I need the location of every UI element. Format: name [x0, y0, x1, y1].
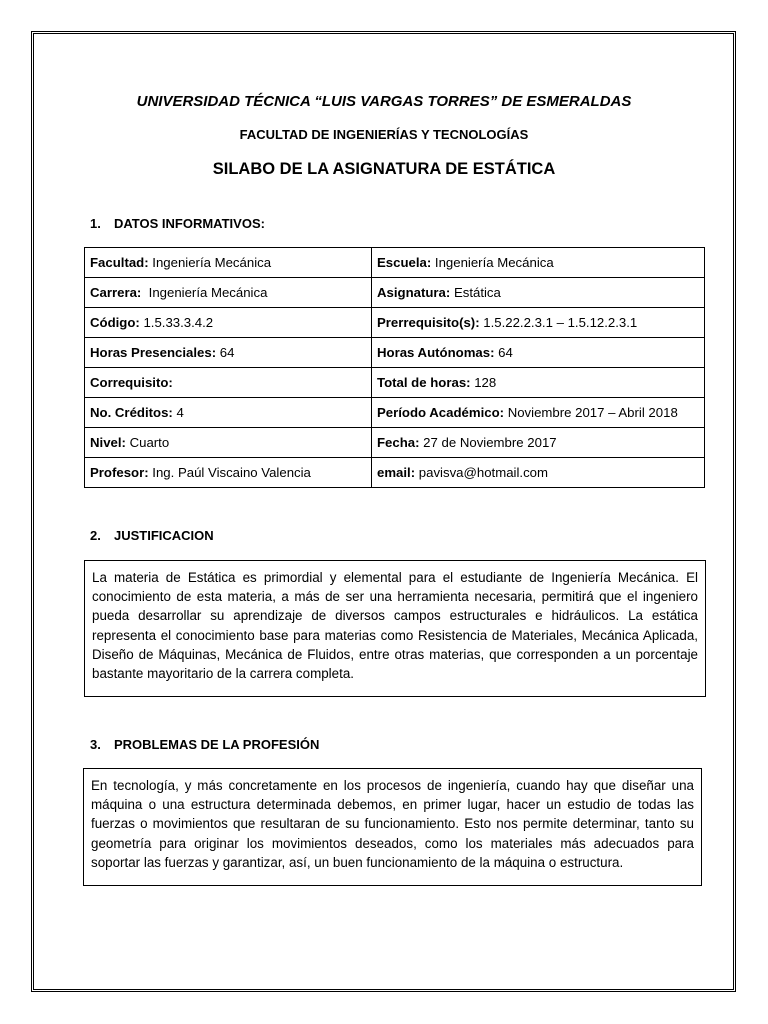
info-value: 128	[470, 375, 497, 390]
section-heading-problemas	[90, 737, 319, 752]
section-title: JUSTIFICACION	[114, 528, 214, 543]
info-label: Horas Autónomas:	[377, 345, 495, 360]
info-cell-left	[85, 428, 372, 458]
info-cell-left	[85, 278, 372, 308]
info-label: Horas Presenciales:	[90, 345, 217, 360]
section-number: 1.	[90, 216, 101, 231]
info-cell-right	[372, 398, 705, 428]
info-cell-right	[372, 278, 705, 308]
info-cell-left	[85, 338, 372, 368]
syllabus-title: SILABO DE LA ASIGNATURA DE ESTÁTICA	[212, 160, 556, 178]
info-value: Ingeniería Mecánica	[148, 255, 272, 270]
info-value: Cuarto	[125, 435, 170, 450]
info-label: email:	[377, 465, 416, 480]
info-row	[85, 278, 705, 308]
info-label: Asignatura:	[377, 285, 451, 300]
info-label: Correquisito:	[90, 375, 173, 390]
info-value: Estática	[450, 285, 501, 300]
info-label: Escuela:	[377, 255, 432, 270]
info-cell-right	[372, 458, 705, 488]
info-value: 1.5.33.3.4.2	[139, 315, 214, 330]
info-value: 1.5.22.2.3.1 – 1.5.12.2.3.1	[479, 315, 638, 330]
section-title: DATOS INFORMATIVOS:	[114, 216, 265, 231]
info-cell-right	[372, 248, 705, 278]
problemas-text: En tecnología, y más concretamente en los procesos de ingeniería, cuando hay que diseñar una máquina o una estructura determinada debemos, en primer lugar, hacer un estudio de todas las fuerzas o movimientos que resultaran de su funcionamiento. Esto nos permite determinar, tanto su geometría para originar los movimientos deseados, como los materiales más adecuados para soportar las fuerzas y garantizar, así, un buen funcionamiento de la máquina o estructura.	[83, 768, 702, 886]
section-number: 2.	[90, 528, 101, 543]
info-value: 27 de Noviembre 2017	[419, 435, 557, 450]
info-row	[85, 368, 705, 398]
section-heading-justificacion	[90, 528, 214, 543]
info-label: Total de horas:	[377, 375, 471, 390]
info-row	[85, 398, 705, 428]
info-label: Prerrequisito(s):	[377, 315, 480, 330]
info-row	[85, 428, 705, 458]
info-label: No. Créditos:	[90, 405, 173, 420]
info-row	[85, 308, 705, 338]
section-heading-datos	[90, 216, 265, 231]
info-cell-right	[372, 428, 705, 458]
info-cell-left	[85, 398, 372, 428]
info-value: pavisva@hotmail.com	[415, 465, 548, 480]
info-value: 4	[172, 405, 184, 420]
info-value: Noviembre 2017 – Abril 2018	[504, 405, 678, 420]
info-value: Ingeniería Mecánica	[141, 285, 268, 300]
section-number: 3.	[90, 737, 101, 752]
info-row	[85, 248, 705, 278]
faculty-title: FACULTAD DE INGENIERÍAS Y TECNOLOGÍAS	[239, 127, 529, 142]
info-value: Ing. Paúl Viscaino Valencia	[148, 465, 311, 480]
justificacion-text: La materia de Estática es primordial y elemental para el estudiante de Ingeniería Mecánica. El conocimiento de esta materia, a más de ser una herramienta necesaria, permitirá que el ingeniero pueda desarrollar su aprendizaje de diversos campos estructurales e hidráulicos. La estática representa el conocimiento base para materias como Resistencia de Materiales, Mecánica Aplicada, Diseño de Máquinas, Mecánica de Fluidos, entre otras materias, que corresponden a un porcentaje bastante mayoritario de la carrera completa.	[84, 560, 706, 697]
info-value: Ingeniería Mecánica	[431, 255, 554, 270]
info-label: Profesor:	[90, 465, 149, 480]
section-title: PROBLEMAS DE LA PROFESIÓN	[114, 737, 320, 752]
info-label: Código:	[90, 315, 140, 330]
university-title: UNIVERSIDAD TÉCNICA “LUIS VARGAS TORRES” DE ESMERALDAS	[136, 93, 632, 110]
info-cell-left	[85, 308, 372, 338]
info-label: Facultad:	[90, 255, 149, 270]
info-table	[84, 247, 705, 488]
info-value: 64	[494, 345, 513, 360]
info-cell-right	[372, 308, 705, 338]
info-row	[85, 338, 705, 368]
info-label: Período Académico:	[377, 405, 505, 420]
info-label: Fecha:	[377, 435, 420, 450]
info-value: 64	[216, 345, 235, 360]
info-label: Carrera:	[90, 285, 142, 300]
info-cell-left	[85, 368, 372, 398]
info-cell-left	[85, 248, 372, 278]
info-label: Nivel:	[90, 435, 126, 450]
info-row	[85, 458, 705, 488]
info-cell-right	[372, 368, 705, 398]
info-cell-left	[85, 458, 372, 488]
info-cell-right	[372, 338, 705, 368]
